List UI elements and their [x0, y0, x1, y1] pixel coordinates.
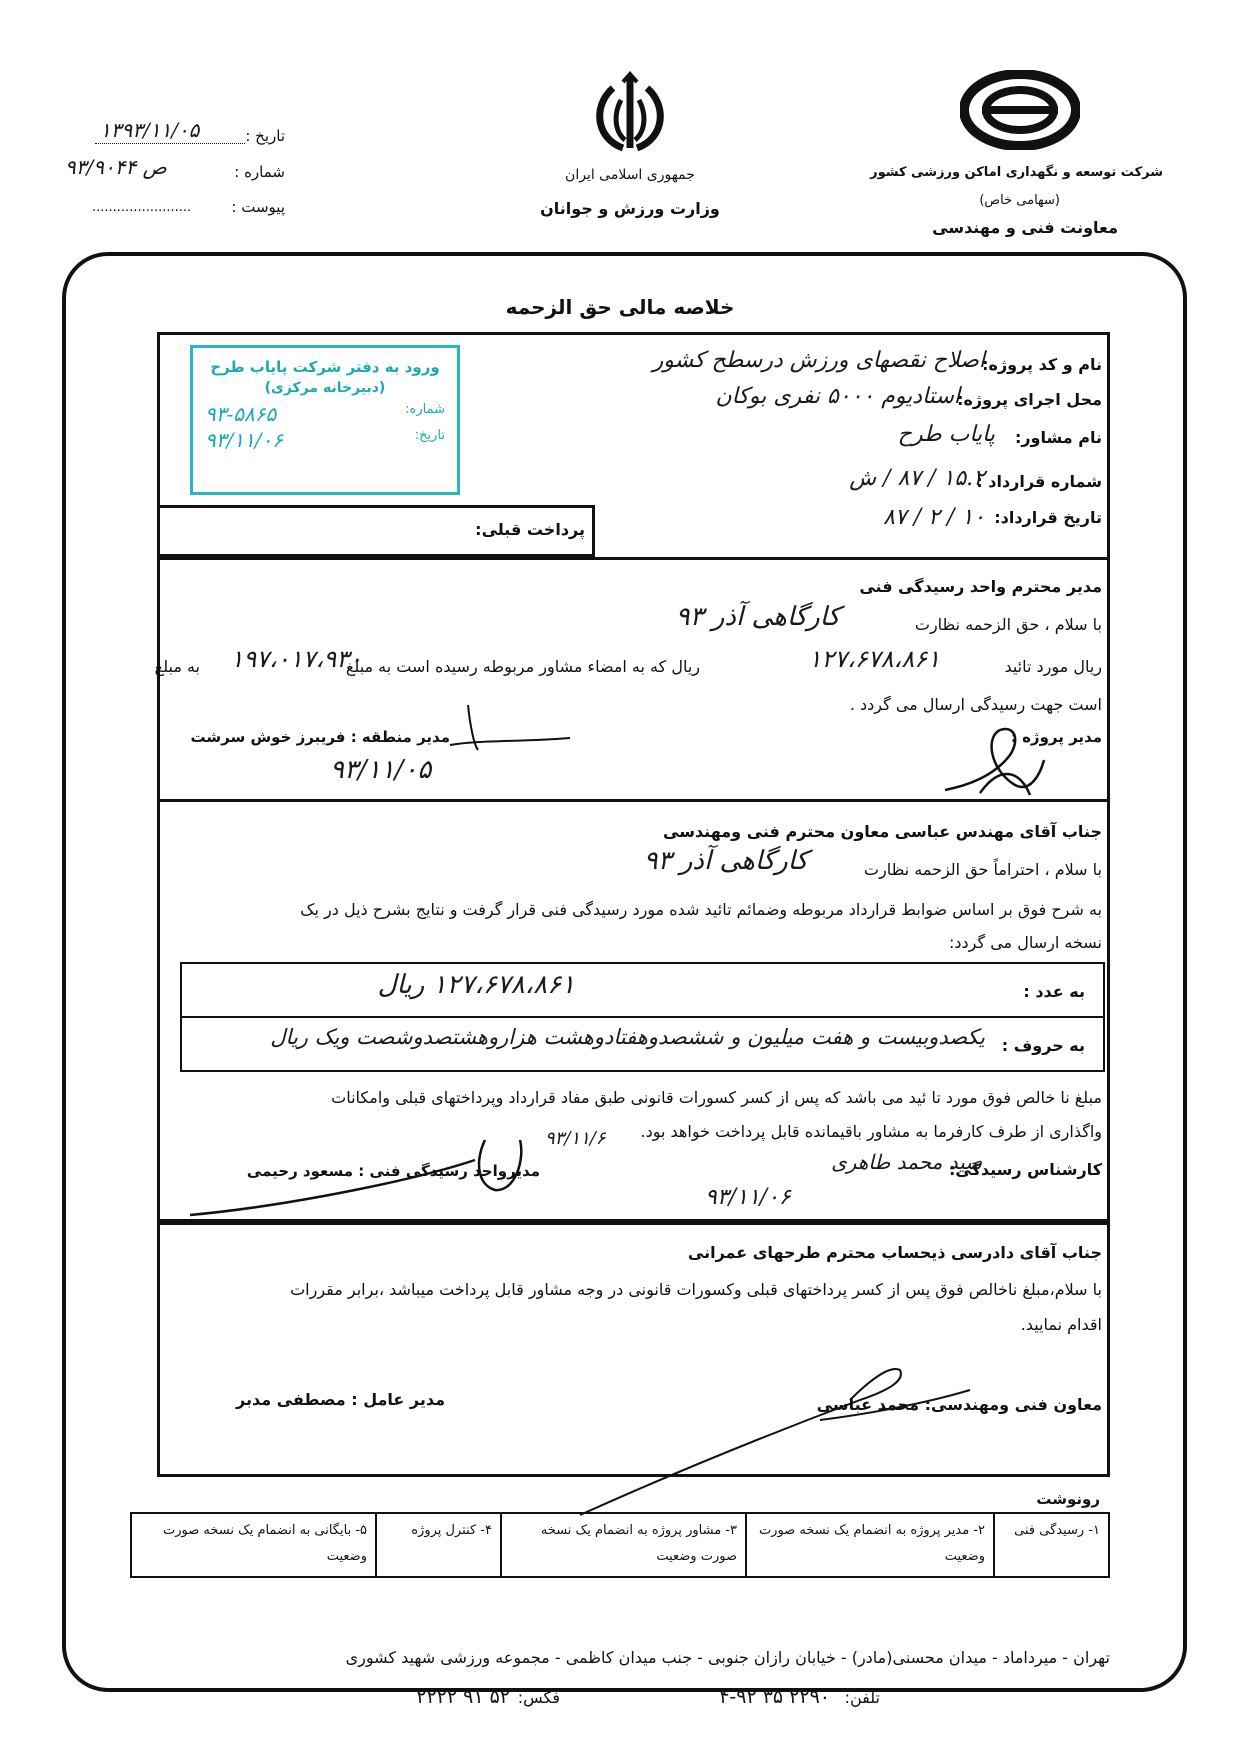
attachment-value: ........................ [92, 200, 192, 215]
number-label: شماره : [234, 163, 285, 181]
attachment-label: پیوست : [231, 198, 285, 216]
republic-name: جمهوری اسلامی ایران [565, 167, 695, 183]
company-logo [960, 70, 1080, 150]
section2-line1-hand: کارگاهی آذر ۹۳ [643, 846, 808, 876]
section1-amount-prefix: به مبلغ [154, 657, 200, 676]
regional-manager: مدیر منطقه : فریبرز خوش سرشت [190, 728, 450, 746]
stamp-number-value: ۹۳-۵۸۶۵ [205, 402, 277, 426]
consultant-value: پایاب طرح [897, 422, 995, 447]
cc-table [130, 1512, 1110, 1578]
in-words-value: یکصدوبیست و هفت میلیون و ششصدوهفتادوهشت هزاروهشتصدوشصت ویک ریال [270, 1025, 985, 1049]
consultant-label: نام مشاور: [1014, 428, 1102, 447]
date-underline [95, 143, 245, 144]
phone-label: تلفن: [844, 1688, 880, 1707]
section1-line1-hand: کارگاهی آذر ۹۳ [675, 602, 840, 632]
section2-line3: نسخه ارسال می گردد: [949, 933, 1102, 952]
deputy-signatory: معاون فنی ومهندسی: محمد عباسی [816, 1395, 1102, 1414]
ceo-signatory: مدیر عامل : مصطفی مدبر [236, 1390, 445, 1409]
amount-box-divider [180, 1016, 1105, 1018]
regional-manager-signature [440, 700, 580, 760]
document-title: خلاصه مالی حق الزحمه [505, 295, 735, 319]
project-manager-signature [940, 715, 1050, 800]
section2-line1: با سلام ، احتراماً حق الزحمه نظارت [863, 860, 1102, 879]
fax-label: فکس: [517, 1688, 560, 1707]
section1-signed-date: ۹۳/۱۱/۰۵ [330, 755, 432, 785]
project-name-value: اصلاح نقصهای ورزش درسطح کشور [652, 348, 985, 373]
cc-item: ۲- مدیر پروژه به انضمام یک نسخه صورت وضعیت [745, 1514, 993, 1576]
unit-manager-date: ۹۳/۱۱/۶ [545, 1128, 606, 1149]
project-location-value: استادیوم ۵۰۰۰ نفری بوکان [715, 384, 960, 409]
section2-note1: مبلغ نا خالص فوق مورد تا ئید می باشد که پس از کسر کسورات قانونی طبق مفاد قرارداد وپرداختهای قبلی وامکانات [331, 1088, 1102, 1107]
section1-line2-mid: ریال که به امضاء مشاور مربوطه رسیده است به مبلغ [345, 657, 700, 676]
in-digits-value: ۱۲۷،۶۷۸،۸۶۱ ریال [377, 970, 575, 1000]
in-digits-label: به عدد : [1023, 982, 1085, 1001]
section3-line2: اقدام نمایید. [1020, 1315, 1102, 1334]
footer-address: تهران - میرداماد - میدان محسنی(مادر) - خیابان رازان جنوبی - جنب میدان کاظمی - مجموعه ورزشی شهید کشوری [345, 1648, 1110, 1667]
cc-item: ۵- بایگانی به انضمام یک نسخه صورت وضعیت [163, 1523, 367, 1564]
fax-value: ۲۲۲۲ ۹۱ ۵۲ [416, 1686, 510, 1708]
date-label: تاریخ : [245, 127, 285, 145]
cc-item: ۱- رسیدگی فنی [993, 1514, 1108, 1576]
unit-manager-signature [185, 1130, 545, 1220]
phone-value: ۴-۹۲ ۳۵ ۲۲۹۰ [719, 1686, 830, 1708]
section1-amount2: ۱۲۷،۶۷۸،۸۶۱ [808, 645, 940, 673]
stamp-number-label: شماره: [405, 402, 445, 417]
section1-amount1: ۱۹۷،۰۱۷،۹۳۰ [230, 645, 362, 673]
section2-note2: واگذاری از طرف کارفرما به مشاور باقیمانده قابل پرداخت خواهد بود. [640, 1122, 1102, 1141]
previous-payment-label: پرداخت قبلی: [475, 520, 585, 539]
deputy-signature [560, 1360, 980, 1520]
section2-heading: جناب آقای مهندس عباسی معاون محترم فنی ومهندسی [663, 822, 1102, 841]
stamp-date-value: ۹۳/۱۱/۰۶ [205, 428, 283, 452]
project-name-label: نام و کد پروژه: [982, 355, 1102, 374]
reviewer-date: ۹۳/۱۱/۰۶ [705, 1185, 791, 1210]
cc-item: ۴- کنترل پروژه [375, 1514, 500, 1576]
section1-line2-suffix: ریال مورد تائید [1004, 657, 1102, 676]
department-name: معاونت فنی و مهندسی [932, 218, 1118, 237]
contract-date-label: تاریخ قرارداد: [994, 508, 1102, 527]
in-words-label: به حروف : [1001, 1036, 1085, 1055]
section3-line1: با سلام،مبلغ ناخالص فوق پس از کسر پرداختهای قبلی وکسورات قانونی در وجه مشاور قابل پرداخت میباشد ،برابر مقررات [290, 1280, 1102, 1299]
stamp-line2: (دبیرخانه مرکزی) [264, 380, 386, 396]
project-manager-label: مدیر پروژه : [1010, 728, 1102, 746]
received-stamp [190, 345, 460, 495]
contract-number-label: شماره قرارداد : [976, 472, 1102, 491]
company-name: شرکت توسعه و نگهداری اماکن ورزشی کشور [870, 165, 1163, 180]
reviewer-label: کارشناس رسیدگی: [948, 1160, 1102, 1179]
stamp-line1: ورود به دفتر شرکت پایاب طرح [210, 358, 440, 376]
section1-heading: مدیر محترم واحد رسیدگی فنی [859, 577, 1102, 596]
section1-line3: است جهت رسیدگی ارسال می گردد . [849, 695, 1102, 714]
number-value: ۹۳/۹۰۴۴ ص [65, 155, 167, 179]
cc-label: رونوشت [1036, 1490, 1100, 1508]
section2-line2: به شرح فوق بر اساس ضوابط قرارداد مربوطه وضمائم تائید شده مورد رسیدگی فنی قرار گرفت و نتایج بشرح ذیل در یک [300, 900, 1102, 919]
section3-heading: جناب آقای دادرسی ذیحساب محترم طرحهای عمرانی [687, 1243, 1102, 1262]
emblem-icon [585, 70, 675, 160]
company-type: (سهامی خاص) [979, 193, 1060, 208]
project-location-label: محل اجرای پروژه: [957, 390, 1102, 409]
ministry-name: وزارت ورزش و جوانان [540, 199, 720, 218]
unit-manager: مدیرواحد رسیدگی فنی : مسعود رحیمی [246, 1162, 540, 1180]
reviewer-name: سید محمد طاهری [831, 1150, 982, 1174]
stamp-date-label: تاریخ: [414, 428, 445, 443]
contract-number-value: ۱۵.۲ / ۸۷ / ش [849, 466, 985, 491]
contract-date-value: ۱۰ / ۲ / ۸۷ [883, 505, 985, 530]
cc-item: ۳- مشاور پروژه به انضمام یک نسخه صورت وضعیت [500, 1514, 745, 1576]
section1-line1: با سلام ، حق الزحمه نظارت [914, 615, 1102, 634]
date-value: ۱۳۹۳/۱۱/۰۵ [100, 118, 200, 142]
